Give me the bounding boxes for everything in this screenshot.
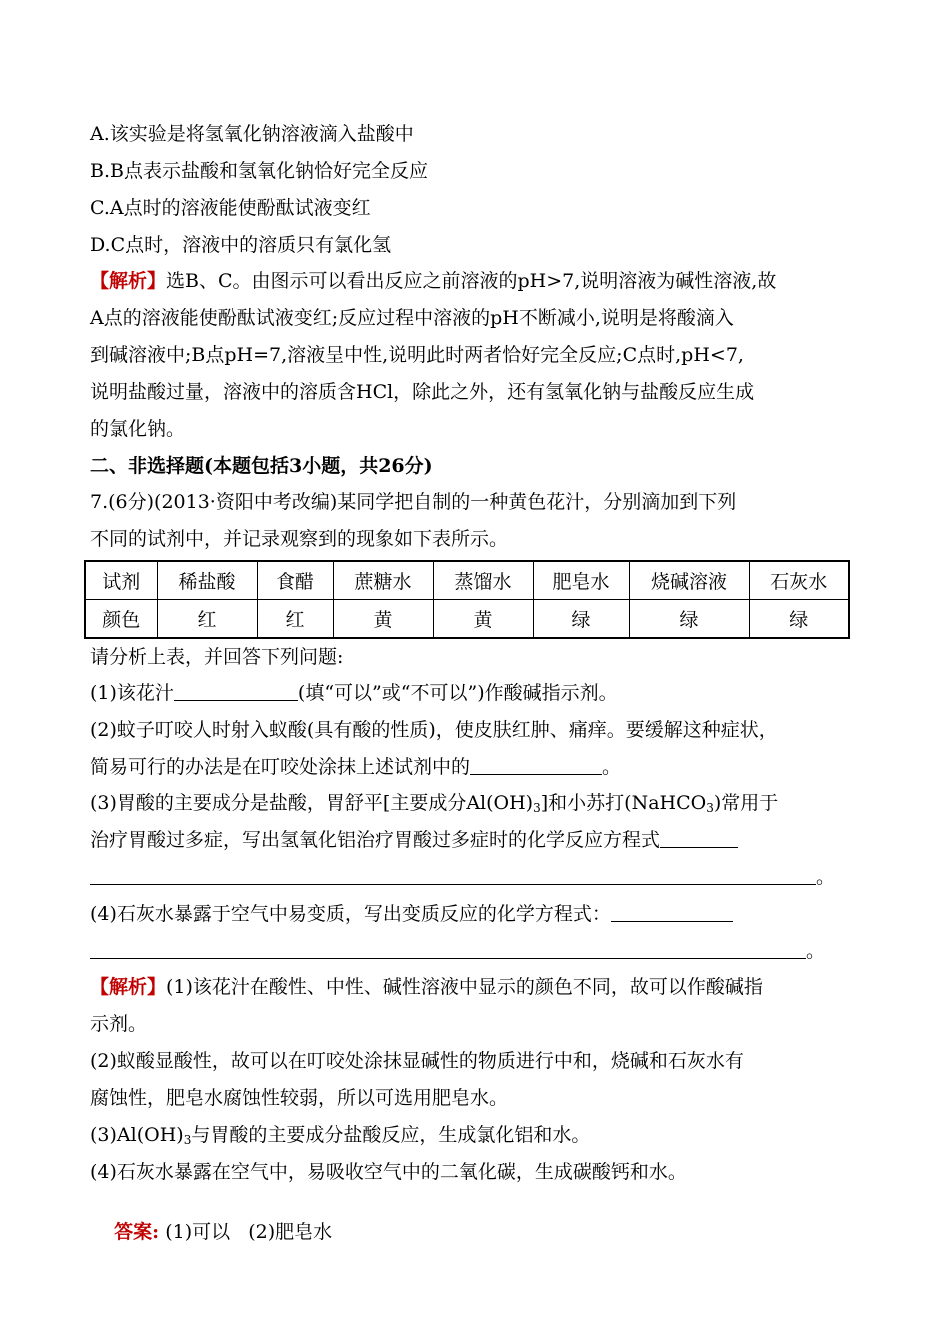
answer-blank-3[interactable] [660, 829, 738, 848]
table-cell: 试剂 [85, 561, 157, 600]
answer-label: 答案: [114, 1221, 160, 1243]
q6-analysis-line: A点的溶液能使酚酞试液变红;反应过程中溶液的pH不断减小,说明是将酸滴入 [90, 307, 734, 329]
table-cell: 绿 [533, 600, 629, 639]
subscript: 3 [706, 801, 714, 815]
q7-part3-continuation [90, 865, 835, 889]
answer-blank-4b[interactable] [90, 940, 806, 959]
q7-part2 [90, 755, 621, 779]
period: 。 [816, 866, 836, 888]
table-cell: 烧碱溶液 [629, 561, 749, 600]
q6-analysis-line: 到碱溶液中;B点pH=7,溶液呈中性,说明此时两者恰好完全反应;C点时,pH<7, [90, 344, 744, 366]
answer-blank-4[interactable] [611, 903, 733, 922]
part2-text: 简易可行的办法是在叮咬处涂抹上述试剂中的 [90, 756, 471, 778]
q7-analysis-line: (4)石灰水暴露在空气中，易吸收空气中的二氧化碳，生成碳酸钙和水。 [90, 1161, 687, 1183]
subscript: 3 [183, 1133, 192, 1147]
q7-analysis-line: 腐蚀性，肥皂水腐蚀性较弱，所以可选用肥皂水。 [90, 1087, 509, 1109]
subscript: 3 [533, 801, 541, 815]
table-cell: 绿 [629, 600, 749, 639]
table-cell: 石灰水 [749, 561, 849, 600]
q7-intro: 不同的试剂中，并记录观察到的现象如下表所示。 [90, 528, 509, 550]
q7-part3 [90, 828, 738, 852]
q7-part4 [90, 902, 733, 926]
analysis-text: 与胃酸的主要成分盐酸反应，生成氯化铝和水。 [191, 1124, 591, 1146]
table-cell: 蔗糖水 [333, 561, 433, 600]
table-cell: 黄 [433, 600, 533, 639]
answer-line [90, 1196, 332, 1268]
q7-part4-continuation [90, 939, 825, 963]
q6-analysis-line: 的氯化钠。 [90, 418, 186, 440]
part3-text: ]和小苏打(NaHCO [540, 792, 707, 814]
part1-text: (1)该花汁 [90, 682, 174, 704]
q6-analysis-line [90, 269, 776, 293]
q7-analysis-line [90, 1123, 590, 1152]
q7-part1 [90, 681, 618, 705]
analysis-text: (1)该花汁在酸性、中性、碱性溶液中显示的颜色不同，故可以作酸碱指 [166, 976, 763, 998]
reagent-table [84, 560, 850, 639]
analysis-text: (3)Al(OH) [90, 1124, 184, 1146]
table-cell: 黄 [333, 600, 433, 639]
section-title: 二、非选择题(本题包括3小题，共26分) [90, 455, 433, 477]
option-b: B.B点表示盐酸和氢氧化钠恰好完全反应 [90, 160, 428, 182]
table-row [85, 561, 849, 600]
table-cell: 稀盐酸 [157, 561, 257, 600]
table-cell: 红 [157, 600, 257, 639]
table-cell: 蒸馏水 [433, 561, 533, 600]
q6-analysis-line: 说明盐酸过量，溶液中的溶质含HCl，除此之外，还有氢氧化钠与盐酸反应生成 [90, 381, 755, 403]
option-d: D.C点时，溶液中的溶质只有氯化氢 [90, 234, 392, 256]
analysis-text: 选B、C。由图示可以看出反应之前溶液的pH>7,说明溶液为碱性溶液,故 [166, 270, 777, 292]
q7-analysis-line: (2)蚁酸显酸性，故可以在叮咬处涂抹显碱性的物质进行中和，烧碱和石灰水有 [90, 1050, 744, 1072]
q7-prompt: 请分析上表，并回答下列问题: [90, 646, 344, 668]
period: 。 [806, 940, 826, 962]
q7-analysis-line: 示剂。 [90, 1013, 148, 1035]
answer-blank-2[interactable] [470, 756, 602, 775]
table-cell: 绿 [749, 600, 849, 639]
table-cell: 肥皂水 [533, 561, 629, 600]
part3-text: 治疗胃酸过多症，写出氢氧化铝治疗胃酸过多症时的化学反应方程式 [90, 829, 661, 851]
table-row [85, 600, 849, 639]
table-cell: 食醋 [257, 561, 333, 600]
part3-text: )常用于 [713, 792, 779, 814]
analysis-label: 【解析】 [90, 270, 167, 292]
answer-text: (1)可以 (2)肥皂水 [159, 1221, 333, 1243]
table-cell: 红 [257, 600, 333, 639]
answer-blank-1[interactable] [174, 682, 298, 701]
part4-text: (4)石灰水暴露于空气中易变质，写出变质反应的化学方程式： [90, 903, 611, 925]
part1-text: (填“可以”或“不可以”)作酸碱指示剂。 [297, 682, 618, 704]
q7-part3 [90, 791, 778, 820]
option-a: A.该实验是将氢氧化钠溶液滴入盐酸中 [90, 123, 414, 145]
table-cell: 颜色 [85, 600, 157, 639]
analysis-label: 【解析】 [90, 976, 167, 998]
option-c: C.A点时的溶液能使酚酞试液变红 [90, 197, 371, 219]
part3-text: (3)胃酸的主要成分是盐酸，胃舒平[主要成分Al(OH) [90, 792, 534, 814]
q7-intro: 7.(6分)(2013·资阳中考改编)某同学把自制的一种黄色花汁，分别滴加到下列 [90, 491, 737, 513]
answer-blank-3b[interactable] [90, 866, 816, 885]
q7-part2: (2)蚊子叮咬人时射入蚁酸(具有酸的性质)，使皮肤红肿、痛痒。要缓解这种症状， [90, 719, 778, 741]
q7-analysis-line [90, 975, 763, 999]
period: 。 [602, 756, 622, 778]
